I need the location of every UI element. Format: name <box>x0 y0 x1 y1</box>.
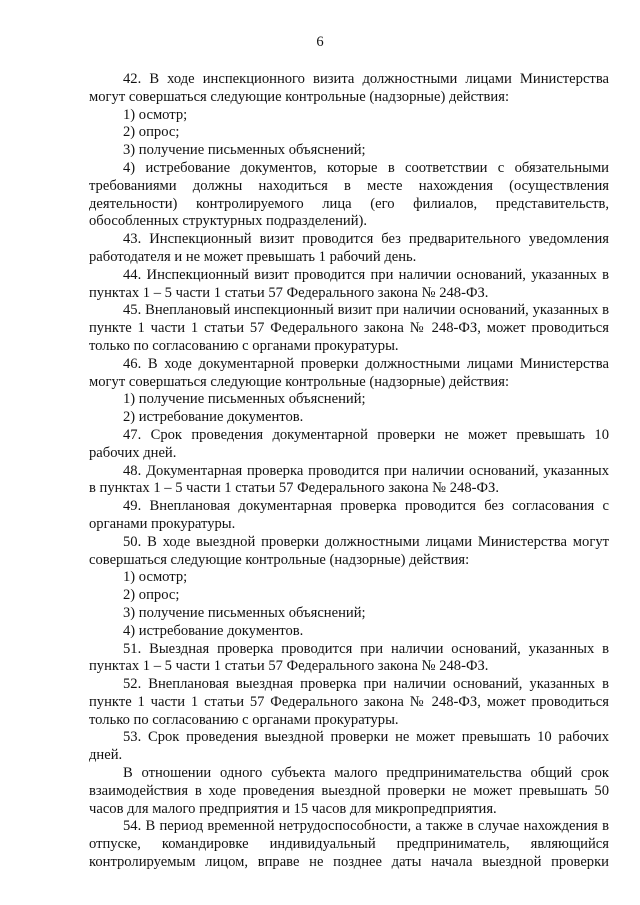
list-item: 4) истребование документов. <box>123 622 304 639</box>
list-item: 2) истребование документов. <box>123 409 304 426</box>
paragraph: 43. Инспекционный визит проводится без предварительного уведомления работодателя и не может превышать 1 рабочий день. <box>89 231 609 265</box>
paragraph: 47. Срок проведения документарной проверки не может превышать 10 рабочих дней. <box>89 426 609 461</box>
list-item: 3) получение письменных объяснений; <box>123 604 366 621</box>
paragraph: 49. Внеплановая документарная проверка проводится без согласования с органами прокуратуры. <box>89 498 609 532</box>
paragraph: 44. Инспекционный визит проводится при наличии оснований, указанных в пунктах 1 – 5 части 1 статьи 57 Федерального закона № 248-ФЗ. <box>89 266 609 301</box>
list-item: 1) получение письменных объяснений; <box>123 391 366 408</box>
paragraph: 50. В ходе выездной проверки должностными лицами Министерства могут совершаться следующие контрольные (надзорные) действия: <box>89 533 609 568</box>
paragraph: 54. В период временной нетрудоспособности, а также в случае нахождения в отпуске, командировке индивидуальный предприниматель, являющийся контролируемым лицом, вправе не позднее даты начала выездной проверки <box>89 818 609 871</box>
paragraph: 4) истребование документов, которые в соответствии с обязательными требованиями должны находиться в месте нахождения (осуществления деятельности) контролируемого лица (его филиалов, представительств, обособленных структурных подразделений). <box>89 159 609 230</box>
page-number: 6 <box>316 34 324 50</box>
paragraph: 53. Срок проведения выездной проверки не может превышать 10 рабочих дней. <box>89 729 609 764</box>
paragraph: 46. В ходе документарной проверки должностными лицами Министерства могут совершаться следующие контрольные (надзорные) действия: <box>89 355 609 390</box>
list-item: 2) опрос; <box>123 124 180 141</box>
document-body <box>89 71 609 872</box>
list-item: 3) получение письменных объяснений; <box>123 142 366 159</box>
list-item: 1) осмотр; <box>123 106 188 123</box>
paragraph: 48. Документарная проверка проводится при наличии оснований, указанных в пунктах 1 – 5 части 1 статьи 57 Федерального закона № 248-ФЗ. <box>89 462 609 497</box>
paragraph: 52. Внеплановая выездная проверка при наличии оснований, указанных в пункте 1 части 1 статьи 57 Федерального закона № 248-ФЗ, может проводиться только по согласованию с органами прокуратуры. <box>89 676 609 728</box>
paragraph: 45. Внеплановый инспекционный визит при наличии оснований, указанных в пункте 1 части 1 статьи 57 Федерального закона № 248-ФЗ, может проводиться только по согласованию с органами прокуратуры. <box>89 302 609 354</box>
paragraph: 51. Выездная проверка проводится при наличии оснований, указанных в пунктах 1 – 5 части 1 статьи 57 Федерального закона № 248-ФЗ. <box>89 640 609 675</box>
list-item: 1) осмотр; <box>123 569 188 586</box>
paragraph: В отношении одного субъекта малого предпринимательства общий срок взаимодействия в ходе проведения выездной проверки не может превышать 50 часов для малого предприятия и 15 часов для микропредприятия. <box>89 765 609 817</box>
list-item: 2) опрос; <box>123 587 180 604</box>
paragraph: 42. В ходе инспекционного визита должностными лицами Министерства могут совершаться следующие контрольные (надзорные) действия: <box>89 71 609 105</box>
